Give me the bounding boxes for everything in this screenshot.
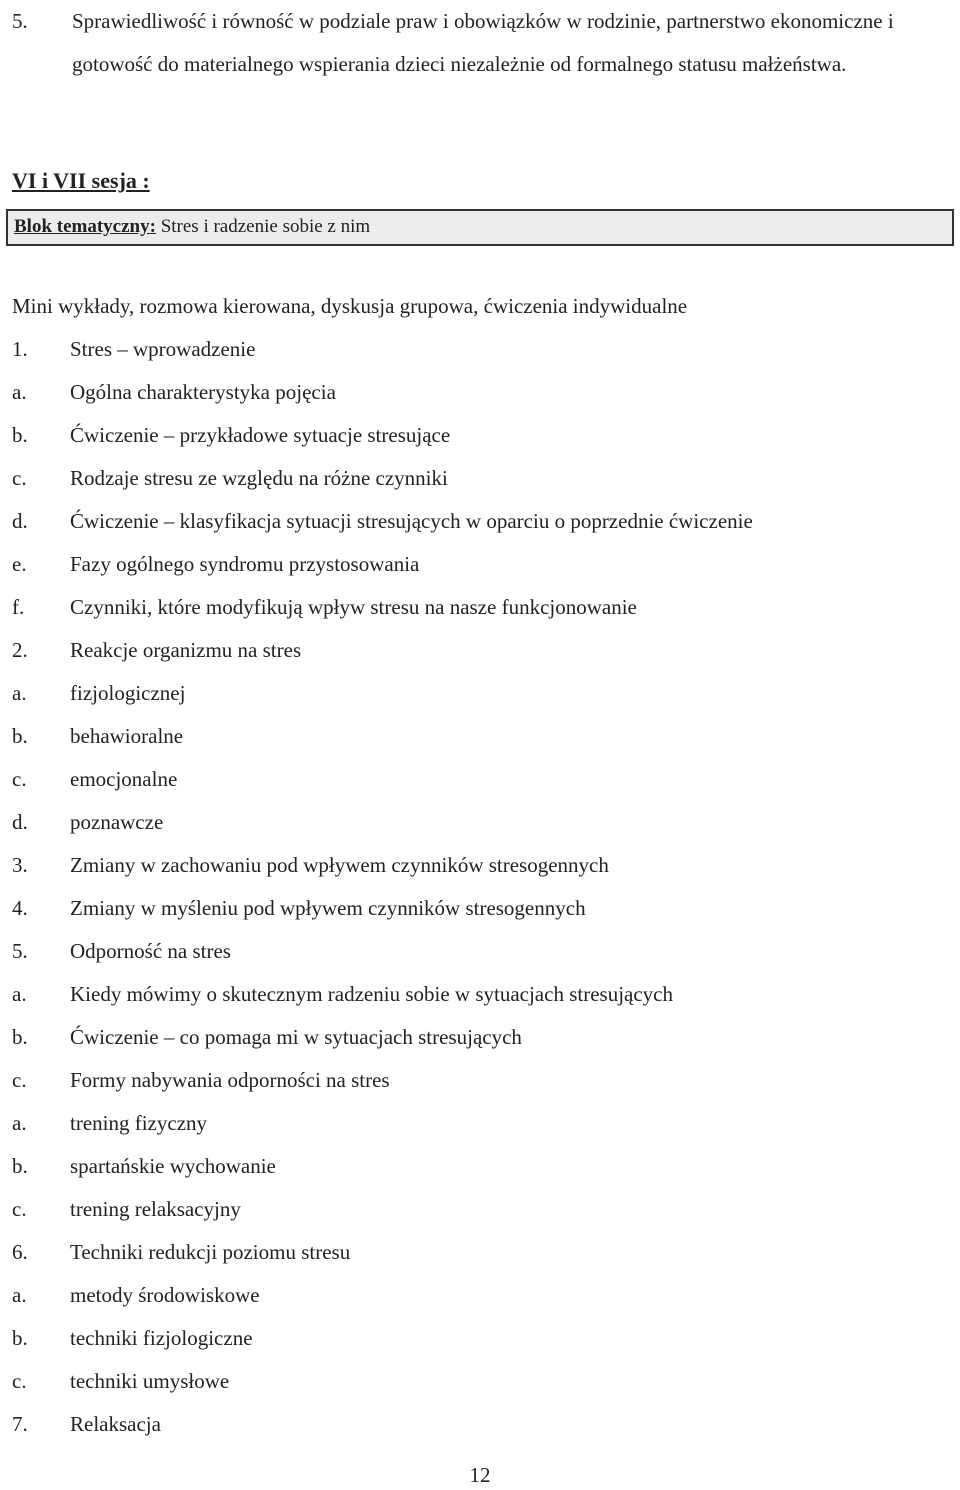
list-marker: 5. bbox=[12, 9, 28, 33]
list-item-text: techniki umysłowe bbox=[70, 1369, 230, 1393]
list-item bbox=[12, 500, 952, 543]
list-item bbox=[12, 1145, 952, 1188]
list-item-text: Techniki redukcji poziomu stresu bbox=[70, 1240, 351, 1264]
list-item bbox=[12, 371, 952, 414]
list-item bbox=[12, 844, 952, 887]
list-marker: b. bbox=[12, 1154, 28, 1178]
list-marker: d. bbox=[12, 509, 28, 533]
list-item bbox=[12, 1102, 952, 1145]
list-item-text: emocjonalne bbox=[70, 767, 178, 791]
session-title: VI i VII sesja : bbox=[12, 168, 150, 193]
list-item-text: Stres – wprowadzenie bbox=[70, 337, 256, 361]
list-item bbox=[12, 1403, 952, 1446]
list-item bbox=[12, 1231, 952, 1274]
list-item-text: Ćwiczenie – co pomaga mi w sytuacjach stresujących bbox=[70, 1025, 522, 1049]
list-item-text: spartańskie wychowanie bbox=[70, 1154, 276, 1178]
list-item bbox=[12, 1188, 952, 1231]
list-item bbox=[12, 1016, 952, 1059]
list-item-text: Zmiany w zachowaniu pod wpływem czynników stresogennych bbox=[70, 853, 609, 877]
list-item-text: Odporność na stres bbox=[70, 939, 231, 963]
list-marker: b. bbox=[12, 1025, 28, 1049]
list-marker: c. bbox=[12, 466, 27, 490]
list-marker: e. bbox=[12, 552, 27, 576]
block-tematyczny-box bbox=[6, 209, 954, 246]
list-item-text: Czynniki, które modyfikują wpływ stresu na nasze funkcjonowanie bbox=[70, 595, 637, 619]
list-item bbox=[12, 672, 952, 715]
list-item-text: fizjologicznej bbox=[70, 681, 186, 705]
list-item-text: Formy nabywania odporności na stres bbox=[70, 1068, 390, 1092]
list-item bbox=[12, 414, 952, 457]
list-item bbox=[12, 1274, 952, 1317]
list-item-text: poznawcze bbox=[70, 810, 164, 834]
list-item-text: Relaksacja bbox=[70, 1412, 161, 1436]
list-marker: 6. bbox=[12, 1240, 28, 1264]
list-item bbox=[12, 586, 952, 629]
list-item-text: Kiedy mówimy o skutecznym radzeniu sobie w sytuacjach stresujących bbox=[70, 982, 673, 1006]
list-item-text: Reakcje organizmu na stres bbox=[70, 638, 302, 662]
page-number: 12 bbox=[469, 1463, 491, 1487]
list-marker: f. bbox=[12, 595, 25, 619]
list-item bbox=[12, 801, 952, 844]
list-marker: a. bbox=[12, 982, 27, 1006]
list-item bbox=[12, 1059, 952, 1102]
methods-line: Mini wykłady, rozmowa kierowana, dyskusja grupowa, ćwiczenia indywidualne bbox=[12, 294, 688, 318]
list-item bbox=[12, 543, 952, 586]
list-marker: 3. bbox=[12, 853, 28, 877]
list-item bbox=[12, 0, 952, 86]
list-item bbox=[12, 973, 952, 1016]
list-marker: c. bbox=[12, 767, 27, 791]
list-item-text: trening fizyczny bbox=[70, 1111, 208, 1135]
list-item bbox=[12, 1360, 952, 1403]
list-marker: a. bbox=[12, 681, 27, 705]
list-marker: 2. bbox=[12, 638, 28, 662]
list-item-text: Fazy ogólnego syndromu przystosowania bbox=[70, 552, 420, 576]
list-item bbox=[12, 328, 952, 371]
block-value: Stres i radzenie sobie z nim bbox=[155, 216, 371, 237]
block-label: Blok tematyczny: bbox=[14, 216, 156, 237]
list-item-text: Ogólna charakterystyka pojęcia bbox=[70, 380, 336, 404]
list-item-text: Ćwiczenie – klasyfikacja sytuacji stresujących w oparciu o poprzednie ćwiczenie bbox=[70, 509, 753, 533]
list-item bbox=[12, 930, 952, 973]
list-marker: c. bbox=[12, 1068, 27, 1092]
list-item-text: Zmiany w myśleniu pod wpływem czynników stresogennych bbox=[70, 896, 586, 920]
list-marker: a. bbox=[12, 380, 27, 404]
list-marker: c. bbox=[12, 1369, 27, 1393]
list-item bbox=[12, 629, 952, 672]
list-marker: b. bbox=[12, 1326, 28, 1350]
list-item bbox=[12, 887, 952, 930]
list-item-text: trening relaksacyjny bbox=[70, 1197, 241, 1221]
list-item-text: Ćwiczenie – przykładowe sytuacje stresujące bbox=[70, 423, 451, 447]
list-marker: c. bbox=[12, 1197, 27, 1221]
list-item bbox=[12, 457, 952, 500]
list-marker: b. bbox=[12, 724, 28, 748]
list-marker: 7. bbox=[12, 1412, 28, 1436]
list-item-text: metody środowiskowe bbox=[70, 1283, 260, 1307]
list-item-text: techniki fizjologiczne bbox=[70, 1326, 253, 1350]
list-marker: 4. bbox=[12, 896, 28, 920]
list-item-text: Rodzaje stresu ze względu na różne czynniki bbox=[70, 466, 448, 490]
list-marker: a. bbox=[12, 1111, 27, 1135]
list-marker: 5. bbox=[12, 939, 28, 963]
list-item-text: behawioralne bbox=[70, 724, 184, 748]
topic-list bbox=[12, 328, 952, 1446]
list-item bbox=[12, 758, 952, 801]
list-item bbox=[12, 715, 952, 758]
list-marker: a. bbox=[12, 1283, 27, 1307]
list-marker: 1. bbox=[12, 337, 28, 361]
list-marker: d. bbox=[12, 810, 28, 834]
list-marker: b. bbox=[12, 423, 28, 447]
list-item-text: Sprawiedliwość i równość w podziale praw i obowiązków w rodzinie, partnerstwo ekonomiczne i gotowość do materialnego wspierania dzieci niezależnie od formalnego statusu małżeństwa. bbox=[72, 9, 894, 76]
list-item bbox=[12, 1317, 952, 1360]
